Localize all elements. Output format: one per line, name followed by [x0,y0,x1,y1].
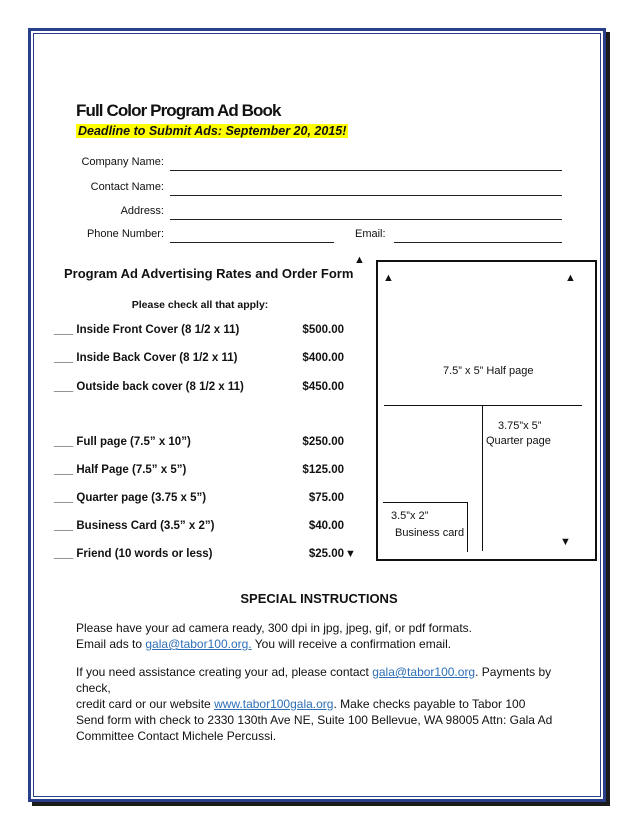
arrow-up-icon: ▲ [383,272,394,284]
page-title: Full Color Program Ad Book [76,101,281,120]
email-link[interactable]: gala@tabor100.org. [145,637,252,651]
quarter-page-label: Quarter page [486,435,551,447]
instructions-line: Committee Contact Michele Percussi. [76,729,277,743]
rate-price: $125.00 [302,464,344,476]
quarter-size-label: 3.75”x 5” [498,420,542,432]
instructions-line: Please have your ad camera ready, 300 dpi in jpg, jpeg, gif, or pdf formats. [76,621,472,635]
instructions-text: credit card or our website [76,697,215,711]
address-label: Address: [120,205,164,217]
half-page-divider [384,405,582,406]
rate-price: $25.00 [308,548,344,560]
instructions-text: . Make checks payable to Tabor 100 [333,697,526,711]
instructions-line [76,664,556,696]
rate-label: ___ Business Card (3.5” x 2”) [54,520,215,532]
instructions-paragraph [76,620,556,652]
email-label: Email: [355,228,386,240]
rate-label: ___ Half Page (7.5” x 5”) [54,464,187,476]
quarter-page-divider [482,406,483,551]
email-field[interactable] [394,242,562,243]
instructions-text: Email ads to [76,637,146,651]
instructions-text: If you need assistance creating your ad, please contact [76,665,373,679]
contact-name-field[interactable] [170,195,562,196]
arrow-down-icon: ▼ [345,548,356,560]
phone-number-field[interactable] [170,242,334,243]
instructions-line: Send form with check to 2330 130th Ave NE, Suite 100 Bellevue, WA 98005 Attn: Gala Ad [76,713,553,727]
instructions-line [76,636,556,652]
arrow-down-icon: ▼ [560,536,571,548]
rate-label: ___ Full page (7.5” x 10”) [54,436,191,448]
contact-name-label: Contact Name: [90,181,164,193]
instructions-text: . Payments by check, [76,665,552,695]
company-name-field[interactable] [170,170,562,171]
arrow-up-icon: ▲ [354,254,365,266]
arrow-up-icon: ▲ [565,272,576,284]
rate-price: $400.00 [302,352,344,364]
assistance-paragraph [76,664,556,744]
check-instruction: Please check all that apply: [131,299,269,311]
website-link[interactable]: www.tabor100gala.org [214,697,334,711]
business-size-label: 3.5”x 2” [391,510,429,522]
email-link[interactable]: gala@tabor100.org [372,665,476,679]
rate-label: ___ Inside Back Cover (8 1/2 x 11) [54,352,238,364]
instructions-line [76,696,556,712]
rate-price: $40.00 [308,520,344,532]
rate-label: ___ Friend (10 words or less) [54,548,213,560]
half-page-label: 7.5” x 5” Half page [443,365,534,377]
rate-price: $250.00 [302,436,344,448]
deadline-banner: Deadline to Submit Ads: September 20, 2015! [78,124,347,138]
rate-price: $450.00 [302,381,344,393]
instructions-text: You will receive a confirmation email. [251,637,452,651]
rates-heading: Program Ad Advertising Rates and Order Form [64,266,354,281]
special-instructions-heading: SPECIAL INSTRUCTIONS [240,591,398,606]
rate-label: ___ Quarter page (3.75 x 5”) [54,492,207,504]
phone-number-label: Phone Number: [86,228,164,240]
company-name-label: Company Name: [81,156,164,168]
rate-price: $75.00 [308,492,344,504]
rate-label: ___ Outside back cover (8 1/2 x 11) [54,381,244,393]
business-card-label: Business card [395,527,465,539]
address-field[interactable] [170,219,562,220]
rate-label: ___ Inside Front Cover (8 1/2 x 11) [54,324,240,336]
rate-price: $500.00 [302,324,344,336]
